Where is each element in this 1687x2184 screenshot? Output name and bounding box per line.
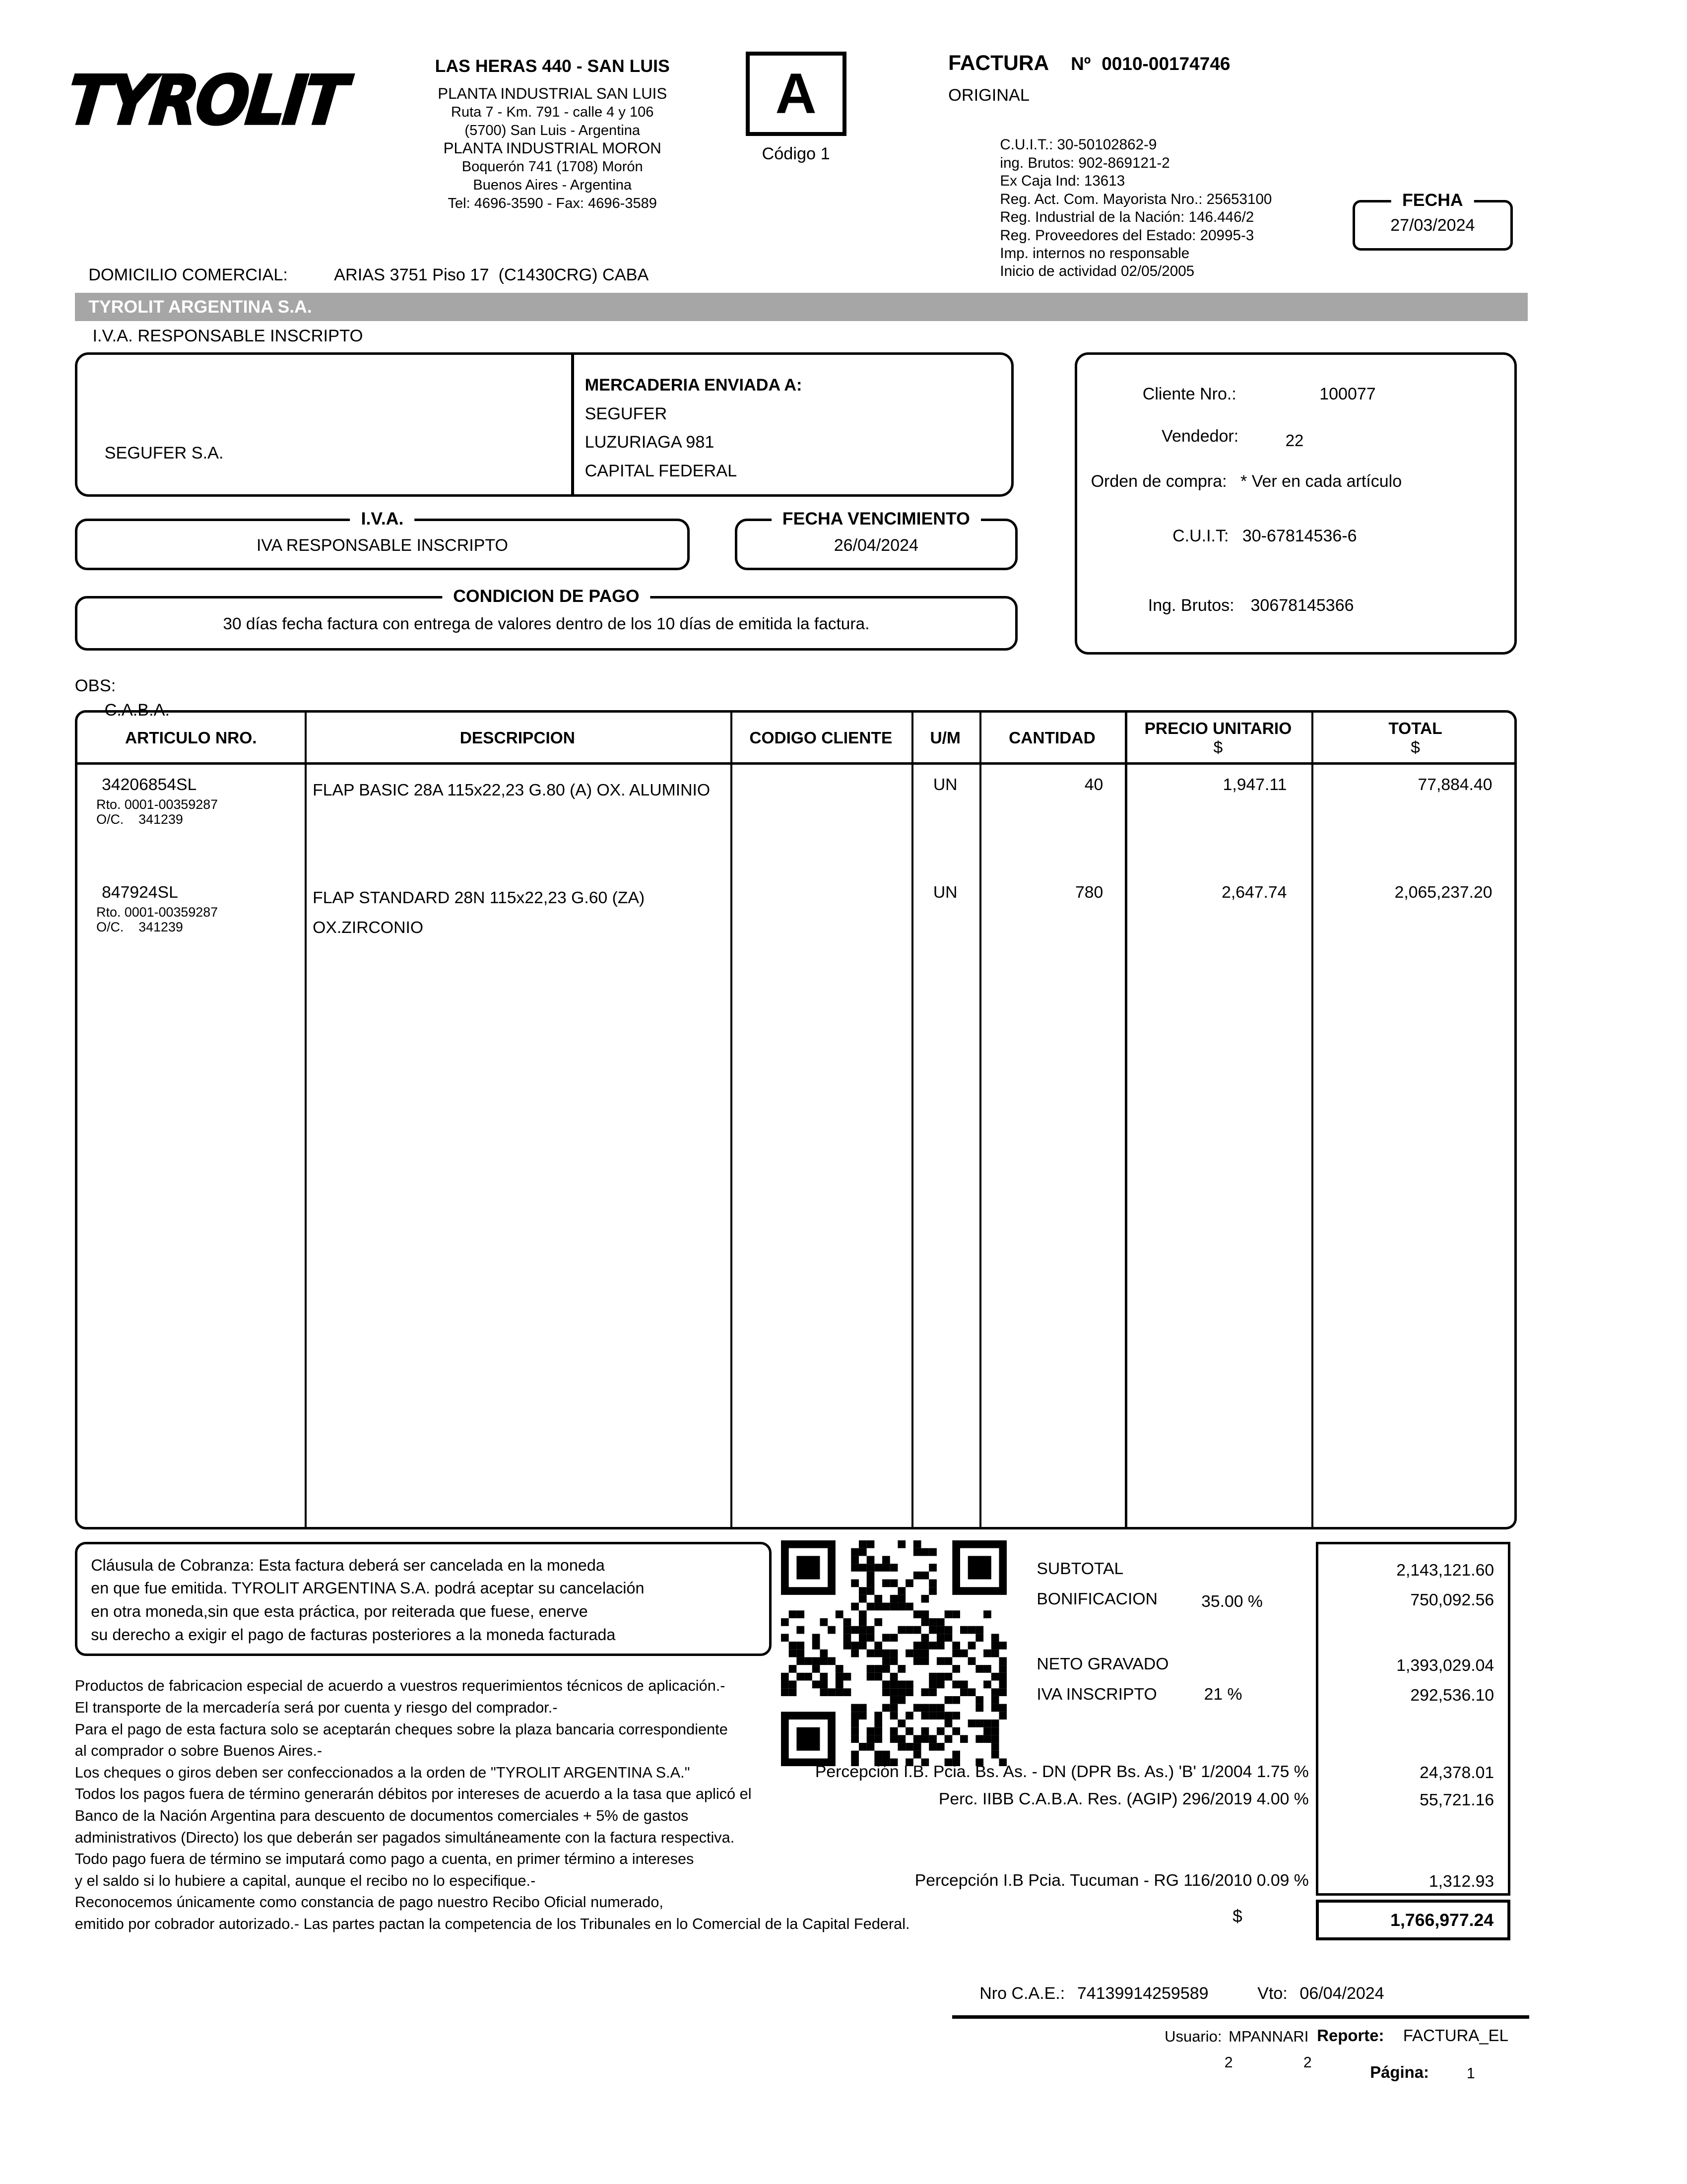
ship-to-title: MERCADERIA ENVIADA A: bbox=[584, 376, 802, 395]
vencimiento-box bbox=[735, 509, 1018, 570]
table-column-divider bbox=[1125, 713, 1127, 1527]
reporte-row bbox=[1317, 2026, 1508, 2045]
fiscal-line: Imp. internos no responsable bbox=[1000, 245, 1190, 262]
percepcion-caba-value: 55,721.16 bbox=[1420, 1790, 1494, 1809]
fine-print-line: Para el pago de esta factura solo se aceptarán cheques sobre la plaza bancaria correspondiente bbox=[74, 1720, 728, 1738]
domicilio-value: ARIAS 3751 Piso 17 (C1430CRG) CABA bbox=[334, 265, 649, 284]
invoice-number-prefix: Nº bbox=[1071, 53, 1091, 74]
condicion-pago-box bbox=[75, 586, 1018, 651]
condicion-pago-title: CONDICION DE PAGO bbox=[442, 586, 650, 606]
fine-print-line: El transporte de la mercadería será por cuenta y riesgo del comprador.- bbox=[74, 1698, 558, 1716]
table-column-divider bbox=[911, 713, 913, 1527]
vto-value: 06/04/2024 bbox=[1299, 1984, 1384, 2003]
reporte-value: FACTURA_EL bbox=[1403, 2026, 1508, 2045]
col-header-precio-text: PRECIO UNITARIO bbox=[1144, 720, 1292, 738]
pagina-value: 1 bbox=[1466, 2065, 1475, 2082]
grand-total-value: 1,766,977.24 bbox=[1390, 1910, 1494, 1930]
address-line: Buenos Aires - Argentina bbox=[473, 177, 632, 193]
grand-total-box bbox=[1316, 1900, 1510, 1940]
item-descripcion: FLAP STANDARD 28N 115x22,23 G.60 (ZA) OX.ZIRCONIO bbox=[313, 888, 645, 937]
fecha-box bbox=[1353, 190, 1513, 250]
address-line: Boquerón 741 (1708) Morón bbox=[461, 159, 643, 175]
fine-print-line: Todo pago fuera de término se imputará como pago a cuenta, en primer término a intereses bbox=[74, 1850, 694, 1868]
fine-print-line: Los cheques o giros deben ser confeccionados a la orden de "TYROLIT ARGENTINA S.A." bbox=[74, 1763, 690, 1781]
fine-print-line: emitido por cobrador autorizado.- Las partes pactan la competencia de los Tribunales en lo Comercial de la Capital Federal. bbox=[74, 1915, 910, 1932]
cae-label: Nro C.A.E.: bbox=[979, 1984, 1065, 2003]
vencimiento-title: FECHA VENCIMIENTO bbox=[772, 509, 981, 529]
ship-to-block bbox=[585, 371, 802, 485]
fiscal-line: C.U.I.T.: 30-50102862-9 bbox=[1000, 136, 1157, 153]
percepcion-tucuman-label: Percepción I.B Pcia. Tucuman - RG 116/2010 0.09 % bbox=[914, 1871, 1309, 1890]
item-total: 2,065,237.20 bbox=[1394, 883, 1492, 902]
item-remito: Rto. 0001-00359287 bbox=[96, 797, 218, 812]
col-header-um: U/M bbox=[930, 729, 961, 748]
iva-pct: 21 % bbox=[1204, 1684, 1242, 1704]
item-remito: Rto. 0001-00359287 bbox=[96, 904, 218, 920]
counter-2: 2 bbox=[1303, 2054, 1312, 2071]
table-column-divider bbox=[979, 713, 981, 1527]
ing-brutos-row bbox=[1148, 596, 1354, 615]
clausula-line: su derecho a exigir el pago de facturas posteriores a la moneda facturada bbox=[91, 1625, 616, 1644]
neto-gravado-value: 1,393,029.04 bbox=[1396, 1655, 1494, 1675]
iva-box-value: IVA RESPONSABLE INSCRIPTO bbox=[256, 535, 508, 555]
orden-compra-row bbox=[1091, 472, 1402, 491]
item-articulo: 847924SL bbox=[102, 883, 178, 902]
usuario-value: MPANNARI bbox=[1229, 2027, 1309, 2045]
percepcion-bsas-value: 24,378.01 bbox=[1420, 1763, 1494, 1783]
item-oc: O/C. 341239 bbox=[96, 920, 183, 935]
fiscal-line: Reg. Industrial de la Nación: 146.446/2 bbox=[1000, 209, 1254, 226]
total-currency-symbol: $ bbox=[1233, 1906, 1242, 1926]
usuario-row bbox=[1165, 2028, 1308, 2046]
fiscal-line: Reg. Act. Com. Mayorista Nro.: 25653100 bbox=[1000, 191, 1272, 207]
fiscal-line: Inicio de actividad 02/05/2005 bbox=[1000, 263, 1195, 280]
col-header-total-text: TOTAL bbox=[1388, 720, 1442, 738]
item-cantidad: 40 bbox=[1084, 775, 1103, 794]
cliente-nro-value: 100077 bbox=[1319, 385, 1376, 404]
reporte-label: Reporte: bbox=[1317, 2026, 1384, 2045]
cuit-value: 30-67814536-6 bbox=[1242, 526, 1357, 545]
fiscal-line: ing. Brutos: 902-869121-2 bbox=[1000, 154, 1170, 171]
domicilio-row bbox=[88, 265, 649, 285]
usuario-label: Usuario: bbox=[1165, 2027, 1222, 2045]
logo-text: TYROLIT bbox=[64, 61, 349, 140]
original-label: ORIGINAL bbox=[948, 85, 1030, 105]
iva-box-title: I.V.A. bbox=[350, 509, 415, 529]
col-header-articulo: ARTICULO NRO. bbox=[125, 729, 257, 748]
codigo-label: Código 1 bbox=[762, 144, 830, 163]
item-articulo: 34206854SL bbox=[102, 775, 197, 794]
ship-to-line: LUZURIAGA 981 bbox=[584, 433, 714, 452]
item-precio-unitario: 1,947.11 bbox=[1223, 775, 1287, 794]
col-header-total-currency: $ bbox=[1411, 738, 1420, 757]
col-header-descripcion: DESCRIPCION bbox=[459, 729, 575, 748]
client-info-box bbox=[1075, 352, 1517, 655]
address-line: LAS HERAS 440 - SAN LUIS bbox=[435, 56, 670, 76]
item-total: 77,884.40 bbox=[1418, 775, 1492, 794]
fine-print-line: Todos los pagos fuera de término generarán débitos por intereses de acuerdo a la tasa que aplicó el bbox=[74, 1785, 752, 1803]
clausula-line: Cláusula de Cobranza: Esta factura deberá ser cancelada en la moneda bbox=[91, 1556, 605, 1574]
iva-condition-label: I.V.A. RESPONSABLE INSCRIPTO bbox=[92, 327, 363, 346]
percepcion-caba-label: Perc. IIBB C.A.B.A. Res. (AGIP) 296/2019 4.00 % bbox=[938, 1789, 1309, 1808]
address-line: PLANTA INDUSTRIAL SAN LUIS bbox=[438, 85, 667, 103]
invoice-type-label: FACTURA bbox=[948, 52, 1049, 75]
clausula-line: en que fue emitida. TYROLIT ARGENTINA S.A. podrá aceptar su cancelación bbox=[91, 1579, 645, 1597]
col-header-cantidad: CANTIDAD bbox=[1009, 729, 1096, 748]
fine-print-line: al comprador o sobre Buenos Aires.- bbox=[74, 1742, 323, 1760]
fiscal-line: Reg. Proveedores del Estado: 20995-3 bbox=[1000, 227, 1254, 244]
item-oc: O/C. 341239 bbox=[96, 812, 183, 827]
bonificacion-pct: 35.00 % bbox=[1201, 1592, 1263, 1611]
item-um: UN bbox=[933, 775, 958, 794]
fiscal-info-block bbox=[1000, 136, 1272, 281]
table-header-row bbox=[77, 713, 1515, 764]
col-header-precio-unitario bbox=[1125, 720, 1311, 757]
fine-print-line: administrativos (Directo) los que deberán ser pagados simultáneamente con la factura respectiva. bbox=[74, 1828, 735, 1846]
bonificacion-label: BONIFICACION bbox=[1037, 1589, 1158, 1608]
pagina-label: Página: bbox=[1370, 2062, 1429, 2081]
invoice-title-row bbox=[948, 52, 1230, 75]
cuit-row bbox=[1172, 527, 1357, 546]
percepcion-tucuman-value: 1,312.93 bbox=[1428, 1872, 1494, 1891]
orden-compra-value: * Ver en cada artículo bbox=[1240, 471, 1402, 491]
clausula-line: en otra moneda,sin que esta práctica, por reiterada que fuese, enerve bbox=[91, 1602, 588, 1621]
client-box-divider bbox=[571, 355, 574, 494]
bill-to-line: SEGUFER S.A. bbox=[104, 444, 224, 463]
company-address-block bbox=[370, 57, 735, 212]
subtotal-value: 2,143,121.60 bbox=[1396, 1560, 1494, 1580]
cliente-nro-label: Cliente Nro.: bbox=[1142, 385, 1236, 404]
ing-brutos-label: Ing. Brutos: bbox=[1148, 596, 1234, 615]
iva-inscripto-label: IVA INSCRIPTO bbox=[1037, 1684, 1157, 1704]
percepcion-bsas-label: Percepción I.B. Pcia. Bs. As. - DN (DPR Bs. As.) 'B' 1/2004 1.75 % bbox=[815, 1762, 1309, 1781]
iva-inscripto-value: 292,536.10 bbox=[1410, 1685, 1494, 1705]
counter-1: 2 bbox=[1224, 2054, 1233, 2071]
fine-print-line: Reconocemos únicamente como constancia de pago nuestro Recibo Oficial numerado, bbox=[74, 1893, 663, 1911]
vendedor-value: 22 bbox=[1285, 431, 1304, 450]
ing-brutos-value: 30678145366 bbox=[1250, 596, 1354, 615]
bill-to-line: C.A.B.A. bbox=[104, 701, 170, 720]
cuit-label: C.U.I.T: bbox=[1172, 526, 1229, 545]
table-column-divider bbox=[1311, 713, 1313, 1527]
vto-label: Vto: bbox=[1257, 1984, 1288, 2003]
subtotal-label: SUBTOTAL bbox=[1037, 1559, 1124, 1579]
invoice-number-value: 0010-00174746 bbox=[1102, 53, 1231, 74]
condicion-pago-value: 30 días fecha factura con entrega de valores dentro de los 10 días de emitida la factura. bbox=[223, 614, 870, 633]
cae-value: 74139914259589 bbox=[1077, 1984, 1209, 2003]
table-column-divider bbox=[305, 713, 307, 1527]
fecha-label: FECHA bbox=[1391, 190, 1474, 210]
col-header-codigo-cliente: CODIGO CLIENTE bbox=[749, 729, 893, 748]
vencimiento-value: 26/04/2024 bbox=[834, 535, 918, 555]
iva-box bbox=[75, 509, 690, 570]
cae-row bbox=[979, 1984, 1384, 2003]
fecha-value: 27/03/2024 bbox=[1390, 216, 1475, 235]
fine-print-line: Productos de fabricacion especial de acuerdo a vuestros requerimientos técnicos de aplicación.- bbox=[74, 1677, 725, 1695]
neto-gravado-label: NETO GRAVADO bbox=[1037, 1655, 1169, 1674]
footer-divider bbox=[952, 2015, 1529, 2019]
domicilio-label: DOMICILIO COMERCIAL: bbox=[88, 265, 288, 284]
address-line: Ruta 7 - Km. 791 - calle 4 y 106 bbox=[451, 104, 654, 120]
table-column-divider bbox=[730, 713, 732, 1527]
item-precio-unitario: 2,647.74 bbox=[1222, 883, 1287, 902]
ship-to-line: SEGUFER bbox=[584, 404, 667, 423]
obs-label: OBS: bbox=[74, 676, 116, 695]
col-header-total bbox=[1311, 720, 1520, 757]
vendedor-label: Vendedor: bbox=[1162, 427, 1239, 446]
ship-to-line: CAPITAL FEDERAL bbox=[584, 461, 737, 480]
invoice-letter-box bbox=[746, 52, 846, 136]
address-line: (5700) San Luis - Argentina bbox=[464, 122, 641, 138]
bonificacion-value: 750,092.56 bbox=[1410, 1590, 1494, 1609]
item-descripcion: FLAP BASIC 28A 115x22,23 G.80 (A) OX. ALUMINIO bbox=[313, 781, 711, 800]
invoice-number bbox=[1071, 53, 1230, 74]
address-line: Tel: 4696-3590 - Fax: 4696-3589 bbox=[448, 195, 657, 211]
address-line: PLANTA INDUSTRIAL MORON bbox=[443, 139, 661, 157]
company-logo bbox=[64, 57, 361, 144]
orden-compra-label: Orden de compra: bbox=[1091, 471, 1227, 491]
item-cantidad: 780 bbox=[1075, 883, 1103, 902]
totals-values-box bbox=[1316, 1542, 1510, 1896]
items-table bbox=[75, 710, 1517, 1529]
fine-print-block bbox=[75, 1675, 910, 1934]
item-um: UN bbox=[933, 883, 958, 902]
fine-print-line: Banco de la Nación Argentina para descuento de documentos comerciales + 5% de gastos bbox=[74, 1806, 689, 1824]
company-name-bar: TYROLIT ARGENTINA S.A. bbox=[75, 293, 1528, 322]
fine-print-line: y el saldo si lo hubiere a capital, aunque el recibo no lo especifique.- bbox=[74, 1871, 536, 1889]
col-header-precio-currency: $ bbox=[1213, 738, 1223, 757]
fiscal-line: Ex Caja Ind: 13613 bbox=[1000, 173, 1125, 190]
clausula-cobranza-box bbox=[75, 1542, 772, 1656]
invoice-letter: A bbox=[775, 62, 817, 126]
